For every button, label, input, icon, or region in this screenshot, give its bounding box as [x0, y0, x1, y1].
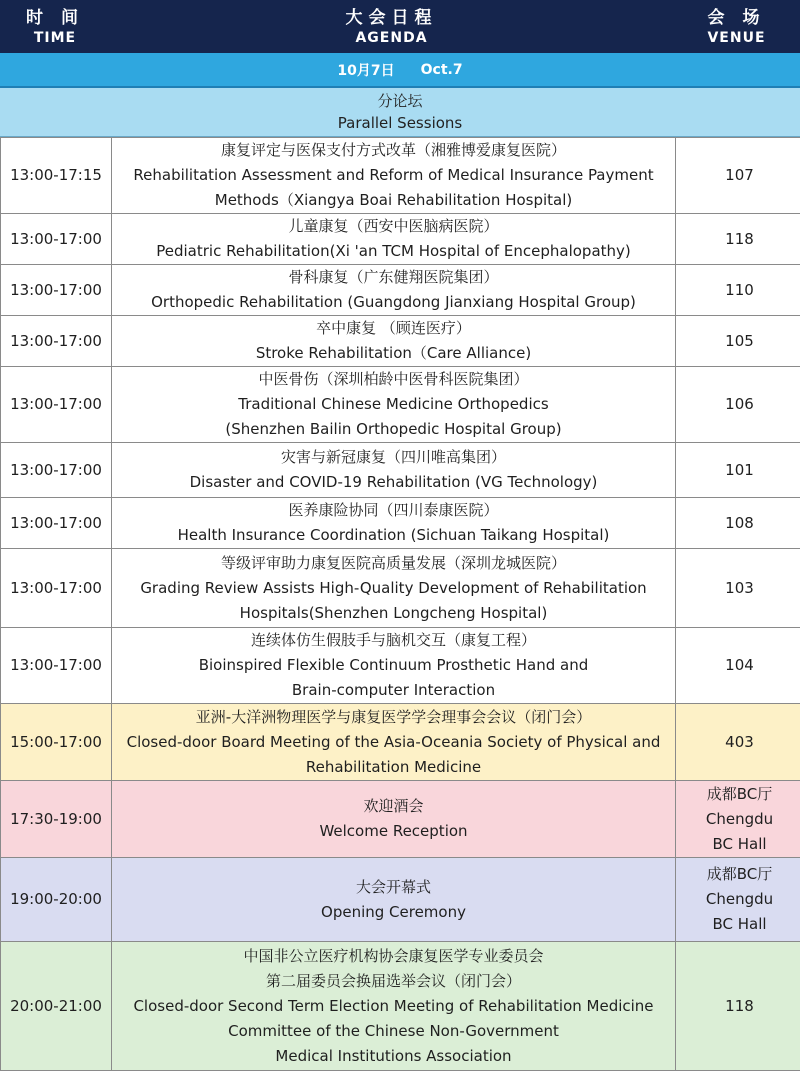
session-title-line: Closed-door Board Meeting of the Asia-Oceania Society of Physical and — [112, 730, 675, 755]
session-title-line: 康复评定与医保支付方式改革（湘雅博爱康复医院） — [112, 138, 675, 163]
session-venue-line: Chengdu — [676, 807, 800, 832]
session-title-line: 卒中康复 （顾连医疗） — [112, 316, 675, 341]
session-time: 13:00-17:00 — [1, 498, 112, 549]
agenda-row — [1, 443, 800, 498]
session-title-line: Traditional Chinese Medicine Orthopedics — [112, 392, 675, 417]
session-venue-line: 105 — [676, 329, 800, 354]
agenda-column-header — [110, 7, 673, 47]
session-title — [112, 628, 676, 704]
session-title-line: Grading Review Assists High-Quality Development of Rehabilitation — [112, 576, 675, 601]
session-title-line: 亚洲-大洋洲物理医学与康复医学学会理事会会议（闭门会） — [112, 705, 675, 730]
session-venue — [676, 316, 800, 367]
session-title — [112, 367, 676, 443]
venue-header-en: VENUE — [707, 29, 765, 47]
session-venue-line: 118 — [676, 227, 800, 252]
session-title-line: Orthopedic Rehabilitation (Guangdong Jianxiang Hospital Group) — [112, 290, 675, 315]
session-venue — [676, 214, 800, 265]
session-venue — [676, 498, 800, 549]
session-title — [112, 138, 676, 214]
session-title-line: Hospitals(Shenzhen Longcheng Hospital) — [112, 601, 675, 626]
time-header-zh: 时 间 — [26, 7, 84, 29]
session-title-line: Bioinspired Flexible Continuum Prosthetic Hand and — [112, 653, 675, 678]
session-venue — [676, 781, 800, 858]
session-title-line: Health Insurance Coordination (Sichuan Taikang Hospital) — [112, 523, 675, 548]
session-title-line: (Shenzhen Bailin Orthopedic Hospital Group) — [112, 417, 675, 442]
session-title-line: Methods（Xiangya Boai Rehabilitation Hospital) — [112, 188, 675, 213]
agenda-table-body — [1, 138, 800, 1071]
agenda-header-zh: 大会日程 — [346, 7, 438, 29]
session-venue-line: 104 — [676, 653, 800, 678]
session-time: 13:00-17:00 — [1, 316, 112, 367]
session-title-line: 第二届委员会换届选举会议（闭门会） — [112, 969, 675, 994]
session-time: 13:00-17:15 — [1, 138, 112, 214]
date-en: Oct.7 — [421, 62, 463, 78]
session-title-line: 灾害与新冠康复（四川唯高集团） — [112, 445, 675, 470]
agenda-row — [1, 781, 800, 858]
session-time: 20:00-21:00 — [1, 942, 112, 1071]
session-venue-line: 118 — [676, 994, 800, 1019]
venue-header-zh: 会 场 — [708, 7, 766, 29]
session-time: 15:00-17:00 — [1, 704, 112, 781]
time-column-header — [0, 7, 110, 47]
section-title-en: Parallel Sessions — [338, 112, 462, 134]
session-venue — [676, 549, 800, 628]
session-venue — [676, 138, 800, 214]
session-title-line: 中医骨伤（深圳柏龄中医骨科医院集团） — [112, 367, 675, 392]
session-title-line: Brain-computer Interaction — [112, 678, 675, 703]
date-bar — [0, 53, 800, 88]
session-time: 13:00-17:00 — [1, 265, 112, 316]
session-title — [112, 704, 676, 781]
section-title — [0, 88, 800, 137]
session-title-line: 骨科康复（广东健翔医院集团） — [112, 265, 675, 290]
date-zh: 10月7日 — [337, 60, 394, 80]
session-venue-line: 108 — [676, 511, 800, 536]
agenda-header-en: AGENDA — [355, 29, 427, 47]
time-header-en: TIME — [34, 29, 76, 47]
agenda-row — [1, 498, 800, 549]
session-title-line: Rehabilitation Medicine — [112, 755, 675, 780]
session-venue — [676, 628, 800, 704]
session-title — [112, 443, 676, 498]
venue-column-header — [673, 7, 800, 47]
session-title-line: Medical Institutions Association — [112, 1044, 675, 1069]
agenda-table — [0, 137, 800, 1071]
agenda-row — [1, 316, 800, 367]
agenda-row — [1, 942, 800, 1071]
session-venue-line: 106 — [676, 392, 800, 417]
session-venue-line: 101 — [676, 458, 800, 483]
session-venue — [676, 704, 800, 781]
agenda-row — [1, 858, 800, 942]
session-title-line: Stroke Rehabilitation（Care Alliance) — [112, 341, 675, 366]
section-title-zh: 分论坛 — [377, 90, 422, 112]
session-title-line: 医养康险协同（四川泰康医院） — [112, 498, 675, 523]
session-title-line: 中国非公立医疗机构协会康复医学专业委员会 — [112, 944, 675, 969]
agenda-header — [0, 0, 800, 53]
session-venue-line: 成都BC厅 — [676, 782, 800, 807]
session-title — [112, 858, 676, 942]
session-title — [112, 942, 676, 1071]
session-title-line: 欢迎酒会 — [112, 794, 675, 819]
session-title — [112, 214, 676, 265]
session-venue-line: Chengdu — [676, 887, 800, 912]
session-title-line: Committee of the Chinese Non-Government — [112, 1019, 675, 1044]
session-time: 13:00-17:00 — [1, 214, 112, 265]
session-title-line: 等级评审助力康复医院高质量发展（深圳龙城医院） — [112, 551, 675, 576]
session-time: 13:00-17:00 — [1, 443, 112, 498]
session-venue — [676, 858, 800, 942]
session-title — [112, 781, 676, 858]
agenda-row — [1, 549, 800, 628]
session-venue-line: 107 — [676, 163, 800, 188]
session-time: 13:00-17:00 — [1, 367, 112, 443]
session-title-line: Welcome Reception — [112, 819, 675, 844]
agenda-row — [1, 138, 800, 214]
session-venue-line: 403 — [676, 730, 800, 755]
agenda-row — [1, 704, 800, 781]
agenda-row — [1, 214, 800, 265]
session-venue — [676, 265, 800, 316]
session-title-line: Disaster and COVID-19 Rehabilitation (VG Technology) — [112, 470, 675, 495]
session-title-line: Opening Ceremony — [112, 900, 675, 925]
session-venue — [676, 367, 800, 443]
session-title — [112, 498, 676, 549]
session-title-line: Closed-door Second Term Election Meeting of Rehabilitation Medicine — [112, 994, 675, 1019]
session-venue-line: BC Hall — [676, 912, 800, 937]
session-title-line: 连续体仿生假肢手与脑机交互（康复工程） — [112, 628, 675, 653]
session-title — [112, 316, 676, 367]
session-title-line: 儿童康复（西安中医脑病医院） — [112, 214, 675, 239]
agenda-row — [1, 265, 800, 316]
agenda-row — [1, 367, 800, 443]
session-time: 13:00-17:00 — [1, 628, 112, 704]
session-time: 17:30-19:00 — [1, 781, 112, 858]
agenda-row — [1, 628, 800, 704]
session-title — [112, 265, 676, 316]
session-venue-line: 110 — [676, 278, 800, 303]
session-venue-line: 成都BC厅 — [676, 862, 800, 887]
session-venue-line: BC Hall — [676, 832, 800, 857]
session-venue-line: 103 — [676, 576, 800, 601]
session-venue — [676, 942, 800, 1071]
session-title-line: Rehabilitation Assessment and Reform of Medical Insurance Payment — [112, 163, 675, 188]
session-title-line: 大会开幕式 — [112, 875, 675, 900]
session-time: 19:00-20:00 — [1, 858, 112, 942]
session-venue — [676, 443, 800, 498]
session-title — [112, 549, 676, 628]
session-time: 13:00-17:00 — [1, 549, 112, 628]
session-title-line: Pediatric Rehabilitation(Xi 'an TCM Hospital of Encephalopathy) — [112, 239, 675, 264]
